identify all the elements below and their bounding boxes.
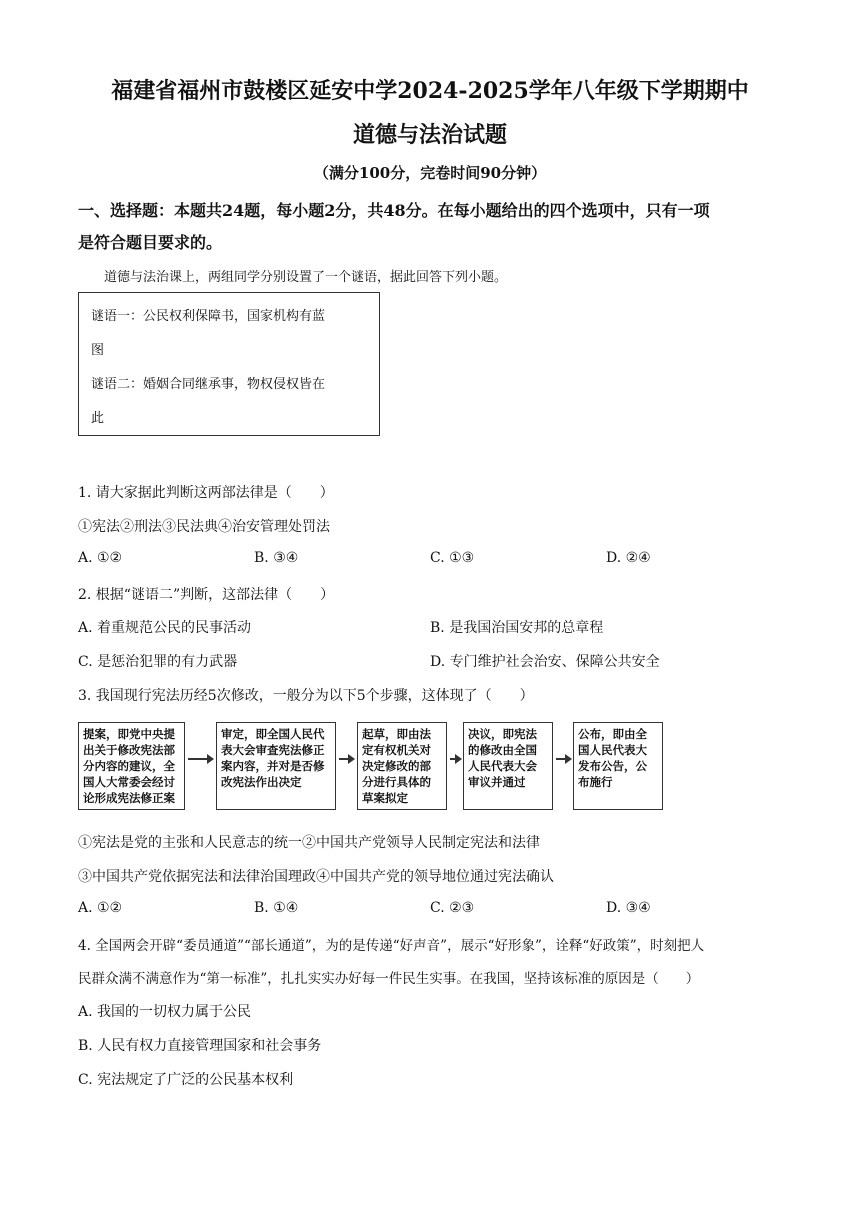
q4-option-c[interactable]: C. 宪法规定了广泛的公民基本权利 [78, 1072, 294, 1088]
q1-option-d[interactable]: D. ②④ [606, 550, 651, 566]
q3-items-line1: ①宪法是党的主张和人民意志的统一②中国共产党领导人民制定宪法和法律 [78, 835, 540, 851]
q4-stem-line2: 民群众满不满意作为“第一标准”，扎扎实实办好每一件民生实事。在我国，坚持该标准的原因是（ ） [78, 971, 700, 987]
q2-option-c[interactable]: C. 是惩治犯罪的有力武器 [78, 654, 238, 670]
exam-subtitle: （满分100分，完卷时间90分钟） [313, 164, 547, 182]
q4-option-a[interactable]: A. 我国的一切权力属于公民 [78, 1004, 252, 1020]
q3-option-c[interactable]: C. ②③ [430, 900, 475, 916]
exam-title-line1: 福建省福州市鼓楼区延安中学2024-2025学年八年级下学期期中 [111, 78, 749, 104]
riddle-box [78, 292, 380, 436]
q2-option-a[interactable]: A. 着重规范公民的民事活动 [78, 620, 252, 636]
flow-step-publish: 公布，即由全国人民代表大发布公告，公布施行 [573, 722, 663, 810]
riddle-line: 谜语二：婚姻合同继承事，物权侵权皆在 [91, 377, 326, 392]
q2-option-b[interactable]: B. 是我国治国安邦的总章程 [430, 620, 604, 636]
q4-option-b[interactable]: B. 人民有权力直接管理国家和社会事务 [78, 1038, 322, 1054]
q3-option-a[interactable]: A. ①② [78, 900, 123, 916]
question-intro: 道德与法治课上，两组同学分别设置了一个谜语，据此回答下列小题。 [104, 270, 508, 285]
q1-stem: 1. 请大家据此判断这两部法律是（ ） [78, 485, 334, 501]
flow-step-draft: 起草，即由法定有权机关对决定修改的部分进行具体的草案拟定 [357, 722, 447, 810]
section-heading-line2: 是符合题目要求的。 [78, 233, 223, 252]
q1-option-c[interactable]: C. ①③ [430, 550, 475, 566]
riddle-line: 谜语一：公民权利保障书，国家机构有蓝 [91, 309, 326, 324]
flow-arrow [339, 758, 353, 760]
flow-step-resolution: 决议，即宪法的修改由全国人民代表大会审议并通过 [463, 722, 553, 810]
q2-option-d[interactable]: D. 专门维护社会治安、保障公共安全 [430, 654, 660, 670]
exam-title-line2: 道德与法治试题 [352, 122, 507, 148]
flow-arrow [556, 758, 570, 760]
q3-items-line2: ③中国共产党依据宪法和法律治国理政④中国共产党的领导地位通过宪法确认 [78, 869, 554, 885]
flow-step-review: 审定，即全国人民代表大会审查宪法修正案内容，并对是否修改宪法作出决定 [216, 722, 336, 810]
q3-option-d[interactable]: D. ③④ [606, 900, 651, 916]
q1-items: ①宪法②刑法③民法典④治安管理处罚法 [78, 519, 330, 535]
q3-option-b[interactable]: B. ①④ [254, 900, 299, 916]
riddle-line: 此 [91, 411, 105, 426]
q1-option-b[interactable]: B. ③④ [254, 550, 299, 566]
q3-stem: 3. 我国现行宪法历经5次修改，一般分为以下5个步骤，这体现了（ ） [78, 688, 534, 704]
section-heading-line1: 一、选择题：本题共24题，每小题2分，共48分。在每小题给出的四个选项中，只有一项 [78, 201, 710, 220]
q4-stem-line1: 4. 全国两会开辟“委员通道”“部长通道”，为的是传递“好声音”，展示“好形象”，诠释“好政策”，时刻把人 [78, 938, 705, 954]
amendment-flowchart [78, 722, 664, 812]
q1-option-a[interactable]: A. ①② [78, 550, 123, 566]
flow-step-proposal: 提案，即党中央提出关于修改宪法部分内容的建议，全国人大常委会经讨论形成宪法修正案 [78, 722, 185, 810]
q2-stem: 2. 根据“谜语二”判断，这部法律（ ） [78, 587, 335, 603]
flow-arrow [188, 758, 212, 760]
flow-arrow [450, 758, 460, 760]
riddle-line: 图 [91, 343, 105, 358]
